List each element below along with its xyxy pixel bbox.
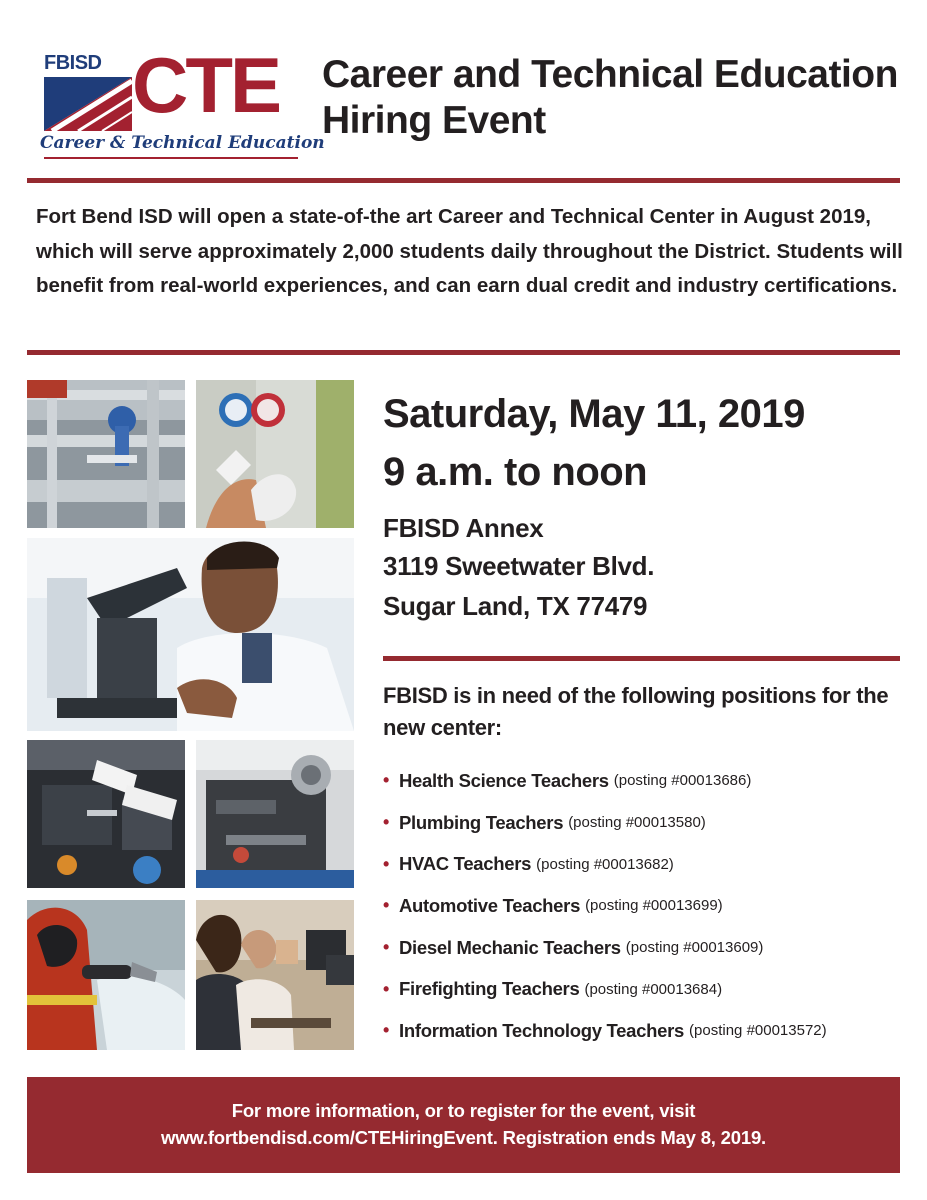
list-item — [383, 843, 913, 885]
list-item — [383, 802, 913, 844]
position-title: Firefighting Teachers — [399, 978, 580, 1000]
bullet-icon: • — [383, 853, 390, 874]
divider-middle — [27, 350, 900, 355]
bullet-icon: • — [383, 770, 390, 791]
position-posting: (posting #00013699) — [585, 897, 723, 915]
bullet-icon: • — [383, 812, 390, 833]
list-item — [383, 1010, 913, 1052]
photo-information-technology — [196, 900, 354, 1050]
divider-positions — [383, 656, 900, 661]
position-posting: (posting #00013609) — [625, 939, 764, 957]
position-posting: (posting #00013580) — [568, 814, 706, 832]
cte-logo — [40, 41, 325, 160]
event-street: 3119 Sweetwater Blvd. — [383, 551, 655, 581]
logo-underline — [44, 157, 298, 159]
event-date: Saturday, May 11, 2019 — [383, 392, 805, 436]
bullet-icon: • — [383, 937, 390, 958]
list-item — [383, 885, 913, 927]
logo-fbisd-text: FBISD — [44, 52, 102, 74]
bullet-icon: • — [383, 978, 390, 999]
positions-heading: FBISD is in need of the following positions for the new center: — [383, 683, 889, 740]
photo-diesel-engine — [196, 740, 354, 888]
page-title — [322, 52, 912, 144]
position-title: Automotive Teachers — [399, 894, 581, 916]
photo-hvac-gauges — [196, 380, 354, 528]
intro-paragraph: Fort Bend ISD will open a state-of-the art Career and Technical Center in August 2019, which will serve approximately 2,000 students daily throughout the District. Students will benefit from real-world experiences, and can earn dual credit and industry certifications. — [36, 205, 903, 297]
divider-top — [27, 178, 900, 183]
list-item — [383, 968, 913, 1010]
event-time: 9 a.m. to noon — [383, 450, 648, 494]
footer-banner — [27, 1077, 900, 1173]
position-posting: (posting #00013572) — [689, 1022, 827, 1040]
photo-pipes — [27, 380, 185, 528]
logo-subtitle: Career & Technical Education — [40, 133, 325, 153]
title-line-2: Hiring Event — [322, 99, 546, 142]
bullet-icon: • — [383, 895, 390, 916]
position-posting: (posting #00013684) — [584, 980, 723, 998]
footer-info-text: For more information, or to register for the event, visit — [231, 1100, 696, 1121]
footer-registration-link[interactable]: www.fortbendisd.com/CTEHiringEvent. Registration ends May 8, 2019. — [161, 1127, 766, 1148]
position-title: Plumbing Teachers — [399, 811, 564, 833]
event-venue: FBISD Annex — [383, 513, 544, 543]
position-posting: (posting #00013686) — [613, 772, 752, 790]
photo-firefighting — [27, 900, 185, 1050]
positions-list — [383, 760, 913, 1052]
photo-automotive — [27, 740, 185, 888]
list-item — [383, 760, 913, 802]
position-title: Diesel Mechanic Teachers — [399, 936, 621, 958]
title-line-1: Career and Technical Education — [322, 53, 898, 96]
event-city: Sugar Land, TX 77479 — [383, 591, 648, 621]
list-item — [383, 927, 913, 969]
flag-icon — [44, 77, 132, 131]
photo-microscope — [27, 538, 354, 731]
logo-cte-text: CTE — [132, 41, 279, 129]
position-posting: (posting #00013682) — [536, 855, 674, 873]
position-title: Health Science Teachers — [399, 769, 609, 791]
position-title: Information Technology Teachers — [399, 1019, 685, 1041]
bullet-icon: • — [383, 1020, 390, 1041]
position-title: HVAC Teachers — [399, 853, 532, 875]
